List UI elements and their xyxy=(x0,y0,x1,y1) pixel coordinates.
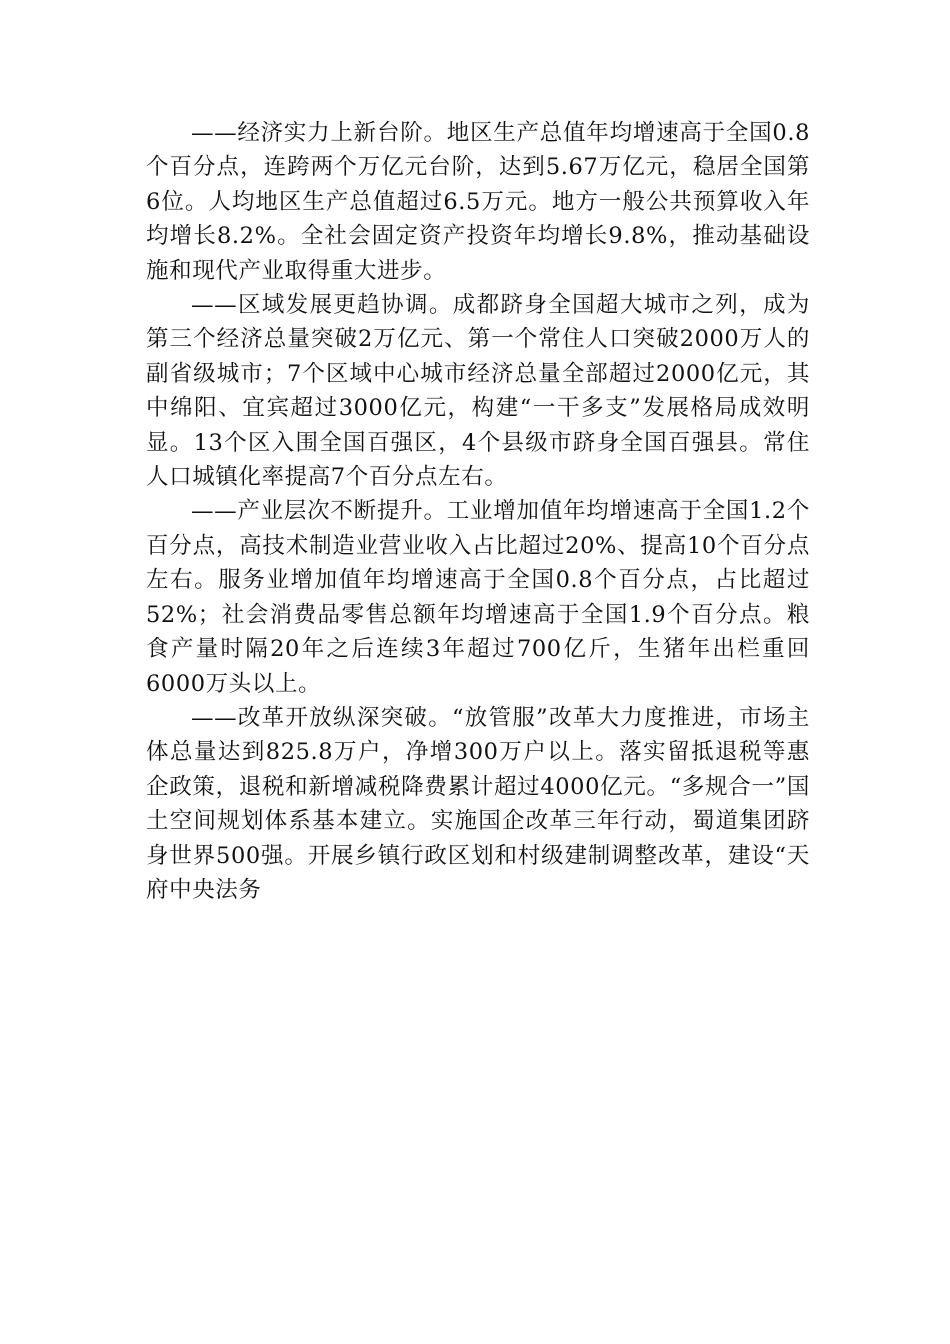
paragraph-industry-upgrade: ——产业层次不断提升。工业增加值年均增速高于全国1.2个百分点，高技术制造业营业收入占比超过20%、提高10个百分点左右。服务业增加值年均增速高于全国0.8个百分点，占比超过52%；社会消费品零售总额年均增速高于全国1.9个百分点。粮食产量时隔20年之后连续3年超过700亿斤，生猪年出栏重回6000万头以上。 xyxy=(146,498,810,697)
paragraph-reform-opening: ——改革开放纵深突破。“放管服”改革大力度推进，市场主体总量达到825.8万户，净增300万户以上。落实留抵退税等惠企政策，退税和新增减税降费累计超过4000亿元。“多规合一”国土空间规划体系基本建立。实施国企改革三年行动，蜀道集团跻身世界500强。开展乡镇行政区划和村级建制调整改革，建设“天府中央法务 xyxy=(146,704,810,903)
paragraph-regional-development: ——区域发展更趋协调。成都跻身全国超大城市之列，成为第三个经济总量突破2万亿元、第一个常住人口突破2000万人的副省级城市；7个区域中心城市经济总量全部超过2000亿元，其中绵阳、宜宾超过3000亿元，构建“一干多支”发展格局成效明显。13个区入围全国百强区，4个县级市跻身全国百强县。常住人口城镇化率提高7个百分点左右。 xyxy=(146,292,810,491)
paragraph-economic-strength: ——经济实力上新台阶。地区生产总值年均增速高于全国0.8个百分点，连跨两个万亿元台阶，达到5.67万亿元，稳居全国第6位。人均地区生产总值超过6.5万元。地方一般公共预算收入年均增长8.2%。全社会固定资产投资年均增长9.8%，推动基础设施和现代产业取得重大进步。 xyxy=(146,120,810,284)
document-body xyxy=(146,116,810,907)
